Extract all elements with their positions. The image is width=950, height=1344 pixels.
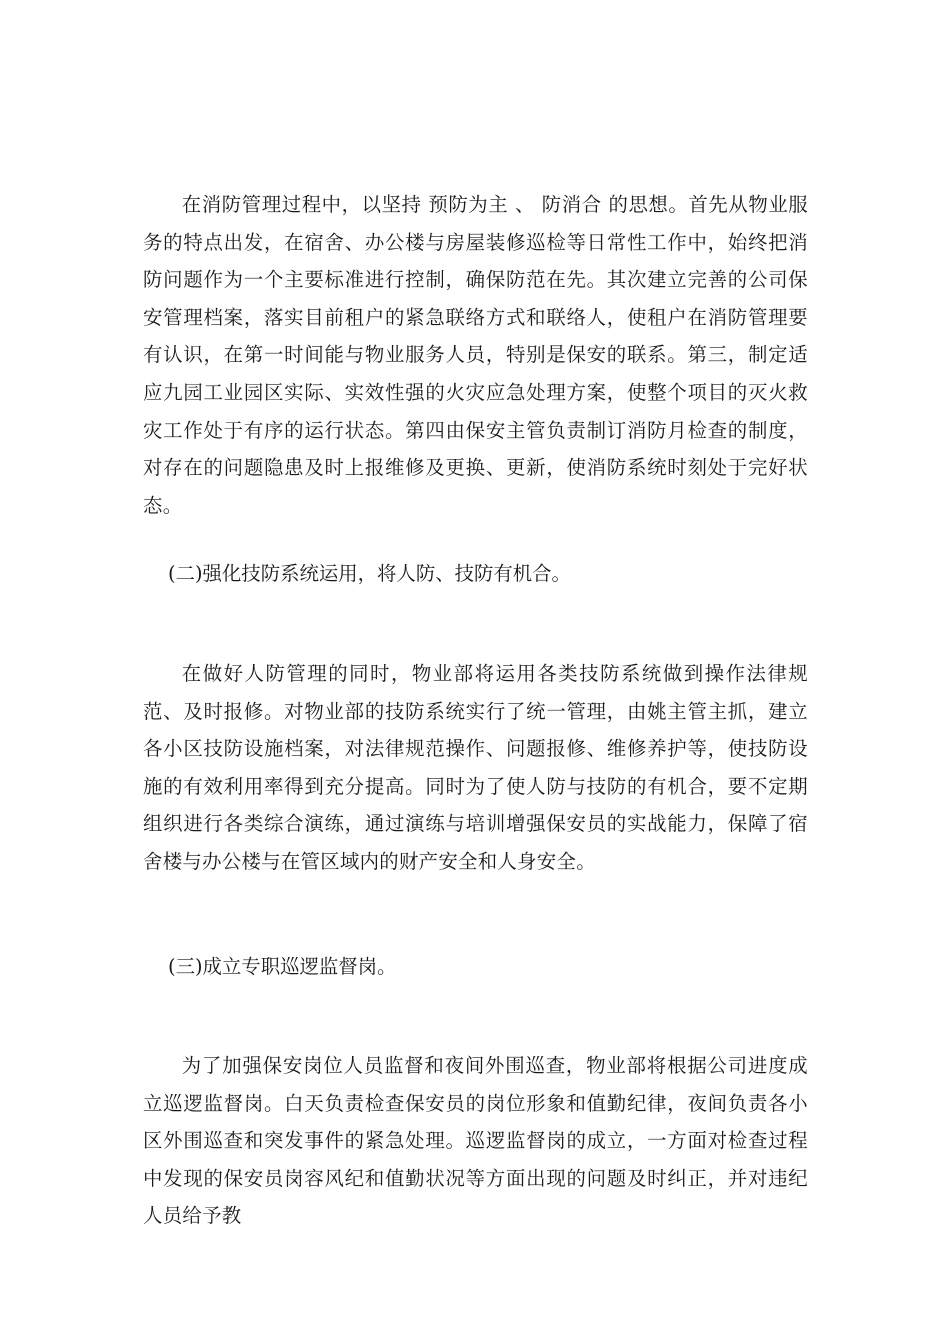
paragraph-fire-management: 在消防管理过程中，以坚持 预防为主 、 防消合 的思想。首先从物业服务的特点出发，在宿舍、办公楼与房屋装修巡检等日常性工作中，始终把消防问题作为一个主要标准进行控制，确保防范在先。其次建立完善的公司保安管理档案，落实目前租户的紧急联络方式和联络人，使租户在消防管理要有认识，在第一时间能与物业服务人员，特别是保安的联系。第三，制定适应九园工业园区实际、实效性强的火灾应急处理方案，使整个项目的灭火救灾工作处于有序的运行状态。第四由保安主管负责制订消防月检查的制度，对存在的问题隐患及时上报维修及更换、更新，使消防系统时刻处于完好状态。	[143, 193, 808, 517]
section-heading-2: (二)强化技防系统运用，将人防、技防有机合。	[168, 562, 571, 585]
paragraph-technical-defense: 在做好人防管理的同时，物业部将运用各类技防系统做到操作法律规范、及时报修。对物业部的技防系统实行了统一管理，由姚主管主抓，建立各小区技防设施档案，对法律规范操作、问题报修、维修养护等，使技防设施的有效利用率得到充分提高。同时为了使人防与技防的有机合，要不定期组织进行各类综合演练，通过演练与培训增强保安员的实战能力，保障了宿舍楼与办公楼与在管区域内的财产安全和人身安全。	[143, 662, 808, 873]
paragraph-patrol-post: 为了加强保安岗位人员监督和夜间外围巡查，物业部将根据公司进度成立巡逻监督岗。白天负责检查保安员的岗位形象和值勤纪律，夜间负责各小区外围巡查和突发事件的紧急处理。巡逻监督岗的成立，一方面对检查过程中发现的保安员岗容风纪和值勤状况等方面出现的问题及时纠正，并对违纪人员给予教	[143, 1054, 808, 1228]
section-heading-3: (三)成立专职巡逻监督岗。	[168, 955, 397, 978]
